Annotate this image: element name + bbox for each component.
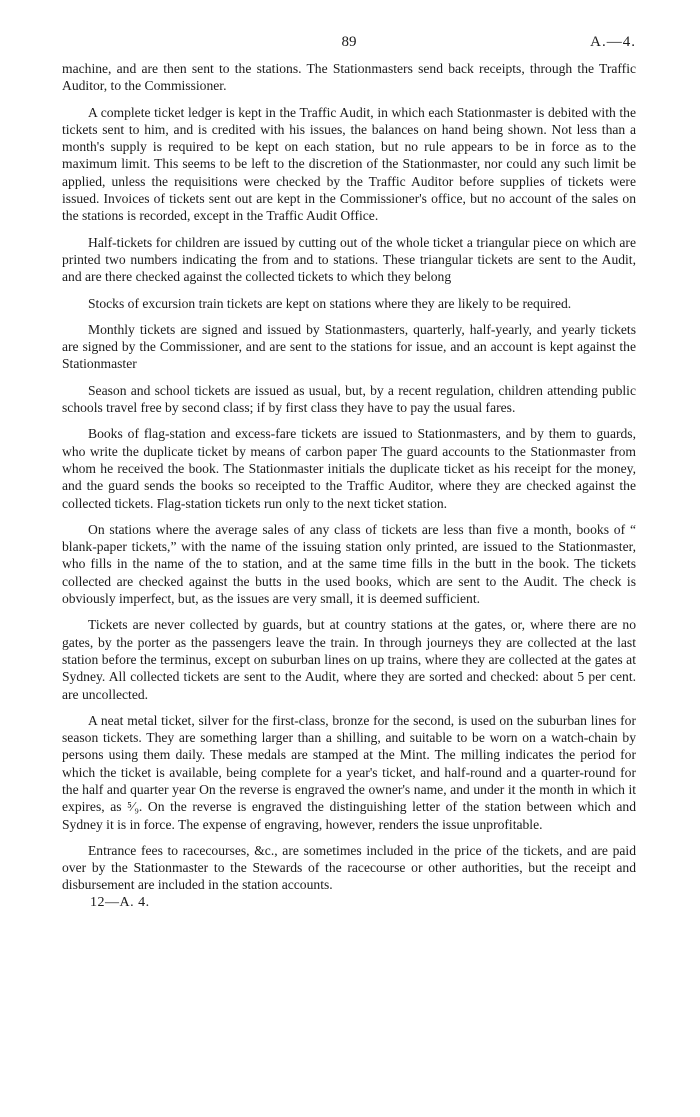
paragraph-flag-station-tickets: Books of flag-station and excess-fare tickets are issued to Stationmasters, and by them to guards, who write the duplicate ticket by means of carbon paper The guard accounts to the Stationmaster from whom he received the book. The Stationmaster initials the duplicate ticket as his receipt for the money, and the guard sends the books so receipted to the Traffic Auditor, where they are checked against the collected tickets. Flag-station tickets run only to the next ticket station.: [62, 426, 636, 511]
page-number: 89: [341, 34, 357, 50]
body-text: [62, 60, 636, 894]
page-header: [62, 30, 636, 60]
paragraph-half-tickets: Half-tickets for children are issued by cutting out of the whole ticket a triangular piece on which are printed two numbers indicating the from and to stations. These triangular tickets are sent to the Audit, and are there checked against the collected tickets to which they belong: [62, 234, 636, 285]
paragraph-ticket-ledger: A complete ticket ledger is kept in the Traffic Audit, in which each Stationmaster is debited with the tickets sent to him, and is credited with his issues, the balances on hand being shown. Not less than a month's supply is required to be kept on each station, but no rule appears to be in force as to the maximum limit. This seems to be left to the discretion of the Stationmaster, nor could any such limit be applied, unless the requisitions were checked by the Traffic Auditor before supplies of tickets were issued. Invoices of tickets sent out are kept in the Commissioner's office, but no account of the sales on the stations is recorded, except in the Traffic Audit Office.: [62, 104, 636, 224]
paragraph-continued: machine, and are then sent to the stations. The Stationmasters send back receipts, through the Traffic Auditor, to the Commissioner.: [62, 61, 636, 94]
paragraph-excursion-tickets: Stocks of excursion train tickets are kept on stations where they are likely to be required.: [88, 295, 572, 311]
signature-mark: 12—A. 4.: [90, 894, 150, 910]
document-page: [62, 30, 636, 911]
paragraph-ticket-collection: Tickets are never collected by guards, but at country stations at the gates, or, where there are no gates, by the porter as the passengers leave the train. In through journeys they are collected at the last station before the terminus, except on suburban lines on up trains, where they are collected at the gates at Sydney. All collected tickets are sent to the Audit, where they are sorted and checked: about 5 per cent. are uncollected.: [62, 617, 636, 702]
paragraph-season-school-tickets: Season and school tickets are issued as usual, but, by a recent regulation, children attending public schools travel free by second class; if by first class they have to pay the usual fares.: [62, 382, 636, 416]
paper-reference: A.—4.: [590, 34, 636, 50]
paragraph-blank-paper-tickets: On stations where the average sales of any class of tickets are less than five a month, books of “ blank-paper tickets,” with the name of the issuing station only printed, are issued to the Stationmaster, who fills in the name of the to station, and at the same time fills in the butt in the book. The tickets collected are checked against the butts in the used books, which are sent to the Audit. The check is obviously imperfect, but, as the issues are very small, it is deemed sufficient.: [62, 521, 636, 607]
paragraph-metal-tickets: A neat metal ticket, silver for the first-class, bronze for the second, is used on the suburban lines for season tickets. They are something larger than a shilling, and suitable to be worn on a watch-chain by persons using them daily. These medals are stamped at the Mint. The milling indicates the period for which the ticket is available, being complete for a year's ticket, and half-round and a quarter-round for the half and quarter year On the reverse is engraved the owner's name, and under it the month in which it expires, as ⁵⁄₉. On the reverse is engraved the distinguishing letter of the station between which and Sydney it is in force. The expense of engraving, however, renders the issue unprofitable.: [62, 712, 636, 832]
paragraph-monthly-tickets: Monthly tickets are signed and issued by Stationmasters, quarterly, half-yearly, and yearly tickets are signed by the Commissioner, and are sent to the stations for issue, and an account is kept against the Stationmaster: [62, 321, 636, 372]
paragraph-entrance-fees: Entrance fees to racecourses, &c., are sometimes included in the price of the tickets, and are paid over by the Stationmaster to the Stewards of the racecourse or other authorities, but the receipt and disbursement are included in the station accounts.: [62, 842, 636, 893]
